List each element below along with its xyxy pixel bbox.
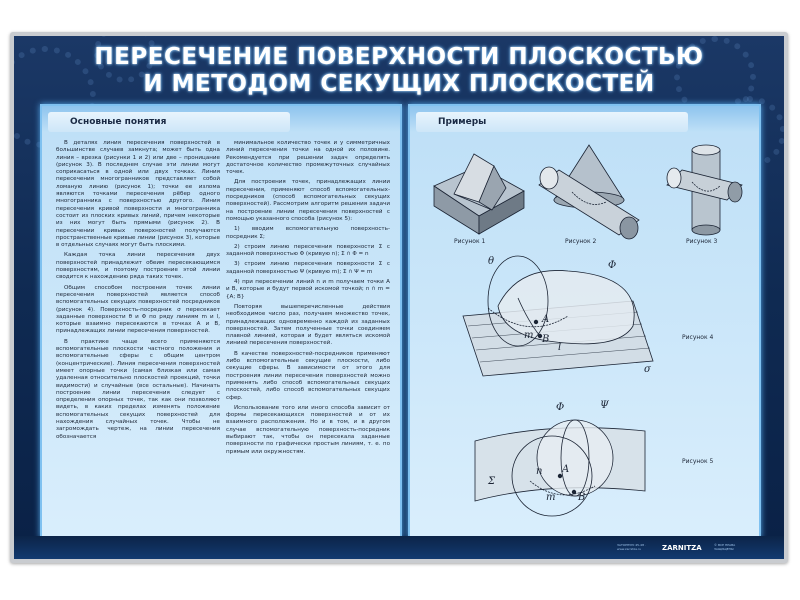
footer-left-note: ЗАТОРНУЮ 45-48 · www.zarnitza.ru <box>617 543 646 551</box>
fig4-label-theta: θ <box>488 256 495 267</box>
basics-column-1 <box>56 140 220 530</box>
basics-column-2 <box>226 140 390 530</box>
fig4-label-a: A <box>542 314 550 325</box>
poster-title <box>14 44 784 98</box>
zarnitza-logo: ZARNITZA <box>662 544 702 552</box>
examples-panel-header: Примеры <box>416 112 688 132</box>
poster-board <box>14 36 784 559</box>
paragraph: 3) строим линию пересечения поверхности Σ с заданной поверхностью Ψ (кривую m); Σ ∩ Ψ = m <box>226 261 390 275</box>
figure-1-prisms <box>424 146 534 236</box>
footer-right-note: © ВСЕ ПРАВА ЗАЩИЩЕНЫ <box>714 543 736 551</box>
fig5-label-phi: Φ <box>556 402 565 413</box>
fig4-label-b: B <box>542 334 550 345</box>
fig4-label-m: m <box>524 330 534 341</box>
basics-panel <box>40 104 402 538</box>
fig4-label-sigma: σ <box>644 364 651 375</box>
fig5-label-sigma: Σ <box>488 476 496 487</box>
fig5-label-n: n <box>536 466 543 477</box>
fig4-label-phi: Φ <box>608 260 617 271</box>
paragraph: Для построения точек, принадлежащих линии пересечения, применяют способ вспомогательных-посредников (способ вспомогательных секущих поверхностей). Рассмотрим алгоритм решения задачи на построение линии пересечения поверхностей с помощью указанного способа (рисунок 5): <box>226 179 390 222</box>
figure-4-caption: Рисунок 4 <box>682 334 714 341</box>
examples-panel <box>408 104 761 538</box>
figure-1-caption: Рисунок 1 <box>454 238 486 245</box>
figure-3-cylinders <box>662 140 752 240</box>
fig4-label-l: l <box>558 342 562 353</box>
basics-panel-header: Основные понятия <box>48 112 290 132</box>
paragraph: 1) вводим вспомогательную поверхность-посредник Σ; <box>226 226 390 240</box>
paragraph: В практике чаще всего применяются вспомогательные плоскости частного положения и вспомогательные сферы с общим центром (концентрические). Линия пересечения поверхностей имеет опорные точки (самая близкая или самая удаленная относительно плоскостей проекций, точки видимости) и случайные (все остальные). Начинать построение линии пересечения следует с определения опорных точек, так как они позволяют видеть, в каких пределах изменять положение вспомогательных секущих поверхностей для нахождения случайных точек. Чтобы не загромождать чертеж, на линии пересечения обозначается <box>56 338 220 440</box>
paragraph: 2) строим линию пересечения поверхности Σ с заданной поверхностью Φ (кривую n); Σ ∩ Φ = n <box>226 243 390 258</box>
fig5-label-m: m <box>546 492 556 503</box>
paragraph: 4) при пересечении линий n и m получаем точки A и B, которые и будут первой искомой точкой; n ∩ m = {A; B} <box>226 279 390 300</box>
fig5-label-b: B <box>578 492 586 503</box>
paragraph: В качестве поверхностей-посредников применяют либо вспомогательные секущие плоскости, либо секущие сферы. В зависимости от этого для построения линии пересечения поверхностей можно применять либо способ вспомогательных секущих плоскостей, либо способ вспомогательных секущих сфер. <box>226 350 390 401</box>
figure-4-auxiliary-surface <box>458 246 658 386</box>
figure-2-cone-cylinder <box>534 140 644 240</box>
title-line-1: ПЕРЕСЕЧЕНИЕ ПОВЕРХНОСТИ ПЛОСКОСТЬЮ <box>94 44 704 70</box>
fig5-label-psi: Ψ <box>600 400 609 411</box>
figure-5-caption: Рисунок 5 <box>682 458 714 465</box>
paragraph: Общим способом построения точек линии пересечения поверхностей является способ вспомогательных секущих поверхностей посредников (рисунок 4). Поверхность-посредник σ пересекает заданные поверхности θ и Φ по ряду линиям m и l, которые взаимно пересекаются в точках A и B, принадлежащих линии пересечения поверхностей. <box>56 284 220 335</box>
figure-5-sphere-method <box>470 396 650 531</box>
figure-3-caption: Рисунок 3 <box>686 238 718 245</box>
paragraph: В деталях линия пересечения поверхностей в большинстве случаев замкнута; может быть одна линия – врезка (рисунки 1 и 2) или две – проницание (рисунок 3). В последнем случае эти линии могут соприкасаться в одной или двух точках. Линия пересечения многогранников представляет собой ломаную линию (рисунок 1); точки ее излома являются точками пересечения рёбер одного многогранника с поверхностью другого. Линия пересечения кривой поверхности и многогранника состоит из плоских кривых линий, причем некоторые из них могут быть прямыми (рисунок 2). В пересечении кривых поверхностей получаются пространственные кривые линии (рисунок 3), которые в отдельных случаях могут быть плоскими. <box>56 140 220 249</box>
fig5-label-a: A <box>562 464 570 475</box>
paragraph: Использование того или иного способа зависит от формы пересекающихся поверхностей и от их взаимного расположения. Но и в том, и в другом случае вспомогательную поверхность-посредник выбирают так, чтобы он пересекала заданные поверхности по графически простым линиям, т. е. по прямым или окружностям. <box>226 404 390 455</box>
paragraph: минимальное количество точек и у симметричных линий пересечения точки на одной их половине. Рекомендуется при решении задач определять достаточное количество промежуточных случайных точек. <box>226 140 390 176</box>
paragraph: Повторяя вышеперечисленные действия необходимое число раз, получаем множество точек, принадлежащих одновременно каждой из заданных поверхностей. Затем полученные точки соединяем плавной линией, которая и будет являться искомой линией пересечения поверхностей. <box>226 303 390 347</box>
basics-text-columns <box>50 140 392 530</box>
title-line-2: И МЕТОДОМ СЕКУЩИХ ПЛОСКОСТЕЙ <box>143 71 655 97</box>
paragraph: Каждая точка линии пересечения двух поверхностей принадлежит обеим пересекающимся поверхностям, и поэтому построение этой линии сводится к нахождению ряда таких точек. <box>56 252 220 281</box>
figure-2-caption: Рисунок 2 <box>565 238 597 245</box>
